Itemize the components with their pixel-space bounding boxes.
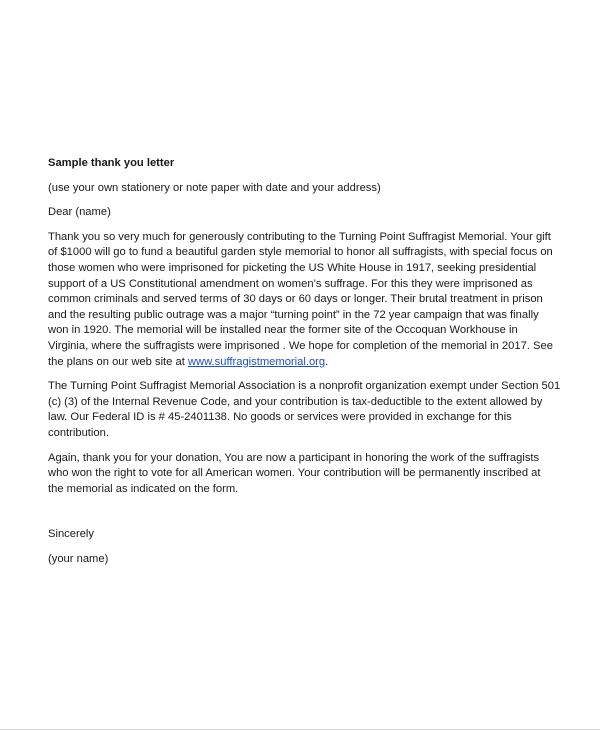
paragraph-line: won in 1920. The memorial will be installed near the former site of the Occoquan Workhouse in — [48, 324, 518, 337]
paragraph-line: law. Our Federal ID is # 45-2401138. No goods or services were provided in exchange for this — [48, 411, 512, 424]
letter-heading: Sample thank you letter — [48, 157, 175, 169]
paragraph-donation — [48, 230, 556, 370]
paragraph-thanks — [48, 451, 556, 498]
paragraph-line: The Turning Point Suffragist Memorial Association is a nonprofit organization exempt under Section 501 — [48, 380, 561, 393]
paragraph-line: of $1000 will go to fund a beautiful garden style memorial to honor all suffragists, with special focus on — [48, 246, 553, 259]
paragraph-line: Virginia, where the suffragists were imprisoned . We hope for completion of the memorial in 2017. See — [48, 339, 553, 352]
paragraph-line: (c) (3) of the Internal Revenue Code, and your contribution is tax-deductible to the extent allowed by — [48, 395, 543, 408]
paragraph-tax-info — [48, 379, 561, 441]
paragraph-line-with-link — [48, 355, 556, 371]
paragraph-line: Thank you so very much for generously contributing to the Turning Point Suffragist Memorial. Your gift — [48, 230, 551, 243]
letter-body — [48, 156, 561, 576]
salutation: Dear (name) — [48, 206, 111, 219]
paragraph-line: support of a US Constitutional amendment on women’s suffrage. For this they were imprisoned as — [48, 277, 533, 290]
closing: Sincerely — [48, 528, 95, 541]
paragraph-line: and the resulting public outrage was a major “turning point” in the 72 year campaign that was finally — [48, 308, 539, 321]
link-prefix: the plans on our web site at — [48, 355, 188, 368]
link-suffix: . — [325, 355, 329, 368]
website-link[interactable]: www.suffragistmemorial.org — [187, 355, 326, 368]
paragraph-line: common criminals and served terms of 30 days or 60 days or longer. Their brutal treatment in prison — [48, 293, 543, 306]
paragraph-line: the memorial as indicated on the form. — [48, 482, 239, 495]
instruction-text: (use your own stationery or note paper with date and your address) — [48, 181, 381, 194]
signature: (your name) — [48, 552, 109, 565]
paragraph-line: Again, thank you for your donation, You are now a participant in honoring the work of the suffragists — [48, 451, 540, 464]
paragraph-line: those women who were imprisoned for picketing the US White House in 1917, seeking presidential — [48, 261, 537, 274]
paragraph-line: who won the right to vote for all American women. Your contribution will be permanently inscribed at — [48, 467, 541, 480]
paragraph-line: contribution. — [48, 426, 109, 439]
